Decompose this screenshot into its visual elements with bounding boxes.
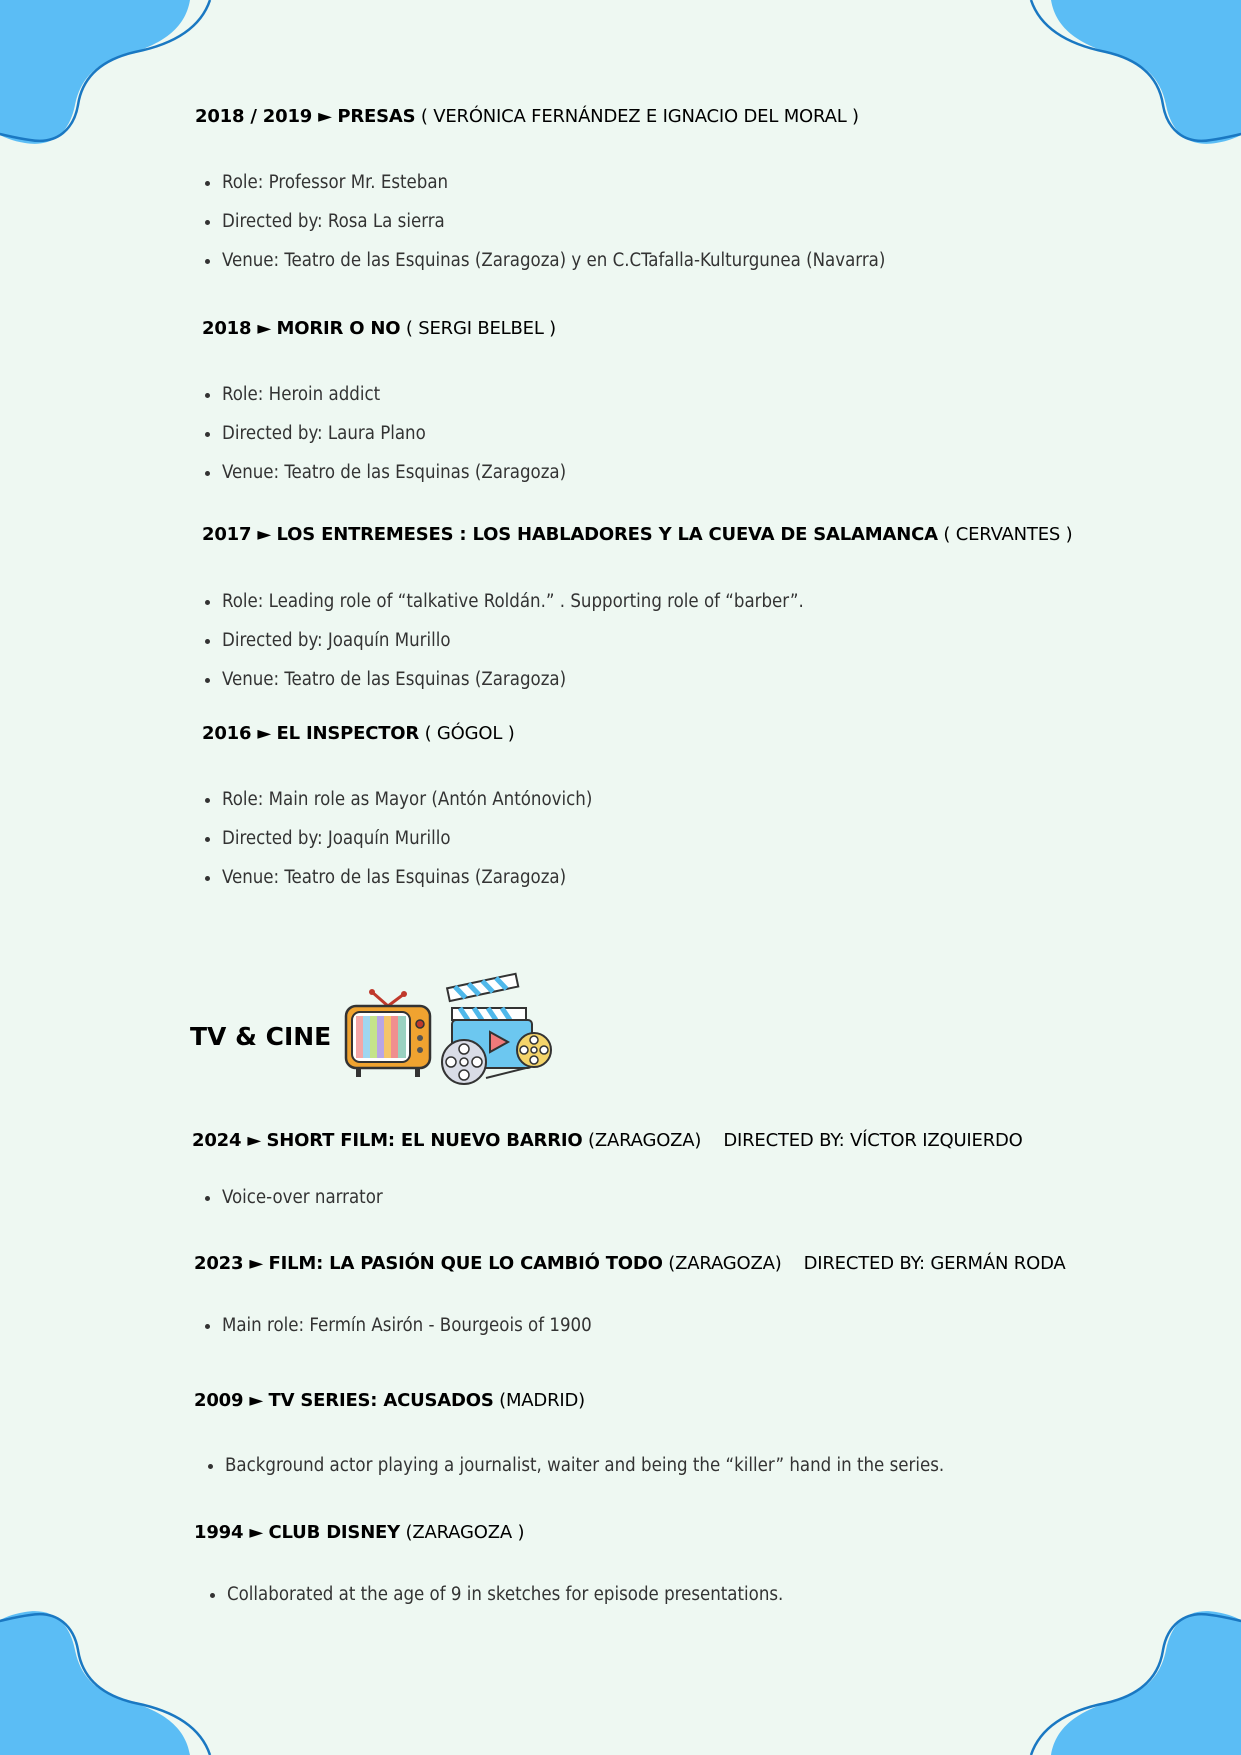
entry-details [196,1178,383,1217]
entry-year: 2016 ► [202,723,272,744]
entry-heading [202,524,1072,545]
entry-title: EL INSPECTOR [276,723,420,744]
list-item: • Directed by: Joaquín Murillo [222,819,592,858]
corner-decoration-top-left [0,0,220,150]
film-clapperboard-icon [440,972,556,1090]
entry-heading [192,1130,1023,1151]
entry-details-inline: (MADRID) [499,1390,585,1411]
entry-details [199,1446,944,1485]
list-item: • Venue: Teatro de las Esquinas (Zaragoza) [222,858,592,897]
entry-title: CLUB DISNEY [268,1522,400,1543]
list-item: • Venue: Teatro de las Esquinas (Zaragoza) [222,660,804,699]
list-item: • Role: Main role as Mayor (Antón Antónovich) [222,780,592,819]
entry-title: FILM: LA PASIÓN QUE LO CAMBIÓ TODO [268,1253,663,1274]
corner-decoration-bottom-right [1021,1605,1241,1755]
entry-author: ( GÓGOL ) [424,723,515,744]
entry-title: PRESAS [337,106,416,127]
list-item: • Directed by: Joaquín Murillo [222,621,804,660]
list-item: • Directed by: Laura Plano [222,414,566,453]
entry-year: 1994 ► [194,1522,264,1543]
entry-year: 2009 ► [194,1390,264,1411]
list-item: • Collaborated at the age of 9 in sketches for episode presentations. [227,1575,783,1614]
entry-year: 2024 ► [192,1130,262,1151]
list-item: • Background actor playing a journalist, waiter and being the “killer” hand in the series. [225,1446,944,1485]
entry-title: SHORT FILM: EL NUEVO BARRIO [266,1130,583,1151]
entry-heading [194,1390,585,1411]
entry-heading [202,318,556,339]
entry-heading [195,106,859,127]
list-item: • Main role: Fermín Asirón - Bourgeois of 1900 [222,1306,592,1345]
entry-heading [194,1253,1066,1274]
corner-decoration-bottom-left [0,1605,220,1755]
entry-year: 2018 / 2019 ► [195,106,332,127]
entry-details [196,375,566,492]
entry-heading [202,723,515,744]
retro-tv-icon [342,988,434,1080]
entry-year: 2023 ► [194,1253,264,1274]
entry-title: TV SERIES: ACUSADOS [268,1390,494,1411]
section-title: TV & CINE [190,1022,332,1051]
list-item: • Voice-over narrator [222,1178,383,1217]
entry-title: MORIR O NO [276,318,401,339]
entry-details-inline: (ZARAGOZA) DIRECTED BY: VÍCTOR IZQUIERDO [588,1130,1023,1151]
entry-details [196,1306,592,1345]
list-item: • Venue: Teatro de las Esquinas (Zaragoza) [222,453,566,492]
entry-author: ( SERGI BELBEL ) [405,318,556,339]
entry-details-inline: (ZARAGOZA ) [405,1522,525,1543]
list-item: • Role: Heroin addict [222,375,566,414]
list-item: • Role: Professor Mr. Esteban [222,163,885,202]
entry-details [196,163,885,280]
list-item: • Role: Leading role of “talkative Roldán.” . Supporting role of “barber”. [222,582,804,621]
entry-details [196,780,592,897]
corner-decoration-top-right [1021,0,1241,150]
entry-details [196,582,804,699]
entry-title: LOS ENTREMESES : LOS HABLADORES Y LA CUEVA DE SALAMANCA [276,524,938,545]
entry-year: 2017 ► [202,524,272,545]
list-item: • Venue: Teatro de las Esquinas (Zaragoza) y en C.CTafalla-Kulturgunea (Navarra) [222,241,885,280]
entry-author: ( CERVANTES ) [943,524,1073,545]
list-item: • Directed by: Rosa La sierra [222,202,885,241]
entry-details [201,1575,783,1614]
entry-details-inline: (ZARAGOZA) DIRECTED BY: GERMÁN RODA [668,1253,1066,1274]
entry-heading [194,1522,524,1543]
entry-year: 2018 ► [202,318,272,339]
entry-author: ( VERÓNICA FERNÁNDEZ E IGNACIO DEL MORAL ) [420,106,859,127]
